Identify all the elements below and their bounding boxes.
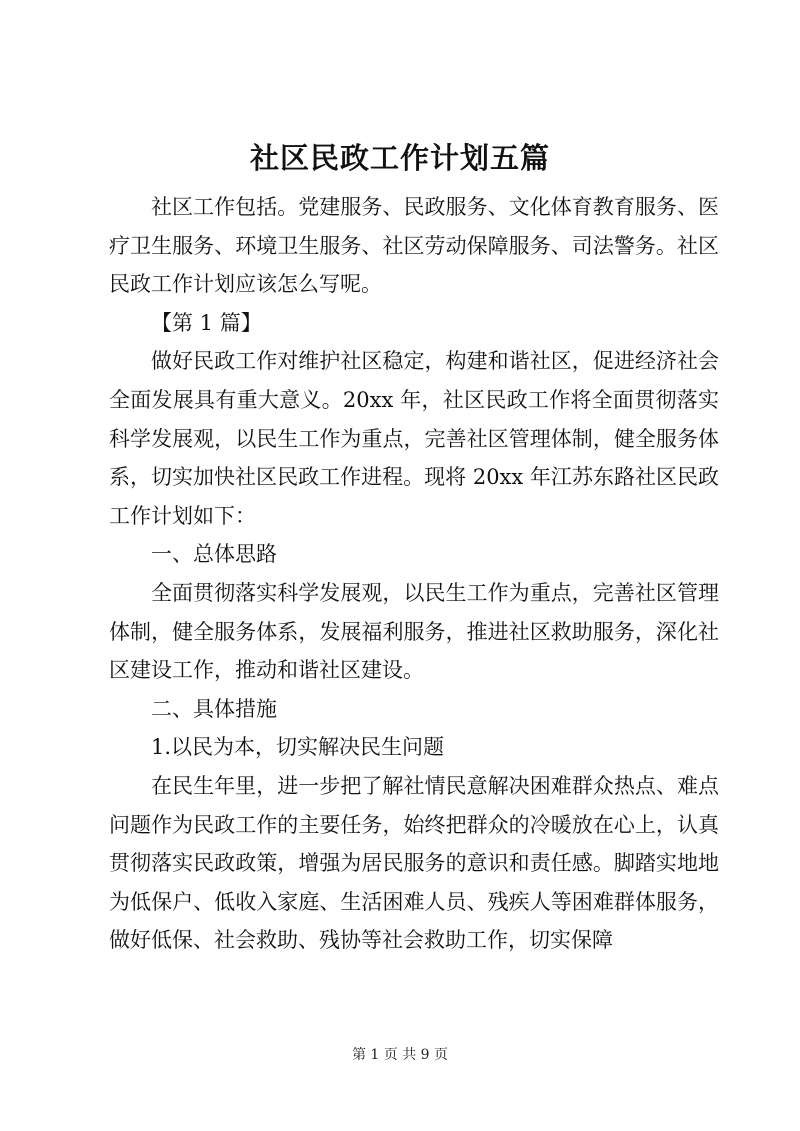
document-title: 社区民政工作计划五篇 <box>249 141 550 175</box>
subheading-measure-1: 1.以民为本，切实解决民生问题 <box>151 735 445 760</box>
heading-specific-measures: 二、具体措施 <box>151 696 277 721</box>
page-number-footer: 第 1 页 共 9 页 <box>351 1047 449 1063</box>
paragraph-measure-1: 在民生年里，进一步把了解社情民意解决困难群众热点、难点问题作为民政工作的主要任务，始终把群众的冷暖放在心上，认真贯彻落实民政政策，增强为居民服务的意识和责任感。脚踏实地地为低保户、低收入家庭、生活困难人员、残疾人等困难群体服务，做好低保、社会救助、残协等社会救助工作，切实保障 <box>109 773 719 953</box>
section-label-part-1: 【第 1 篇】 <box>151 310 262 335</box>
paragraph-general-idea: 全面贯彻落实科学发展观，以民生工作为重点，完善社区管理体制，健全服务体系，发展福利服务，推进社区救助服务，深化社区建设工作，推动和谐社区建设。 <box>109 580 719 683</box>
document-body <box>109 188 719 960</box>
paragraph-intro: 社区工作包括。党建服务、民政服务、文化体育教育服务、医疗卫生服务、环境卫生服务、社区劳动保障服务、司法警务。社区民政工作计划应该怎么写呢。 <box>109 195 719 297</box>
paragraph-overview: 做好民政工作对维护社区稳定，构建和谐社区，促进经济社会全面发展具有重大意义。20xx 年，社区民政工作将全面贯彻落实科学发展观，以民生工作为重点，完善社区管理体制，健全服务体系，切实加快社区民政工作进程。现将 20xx 年江苏东路社区民政工作计划如下： <box>109 349 719 528</box>
heading-general-idea: 一、总体思路 <box>151 542 277 567</box>
